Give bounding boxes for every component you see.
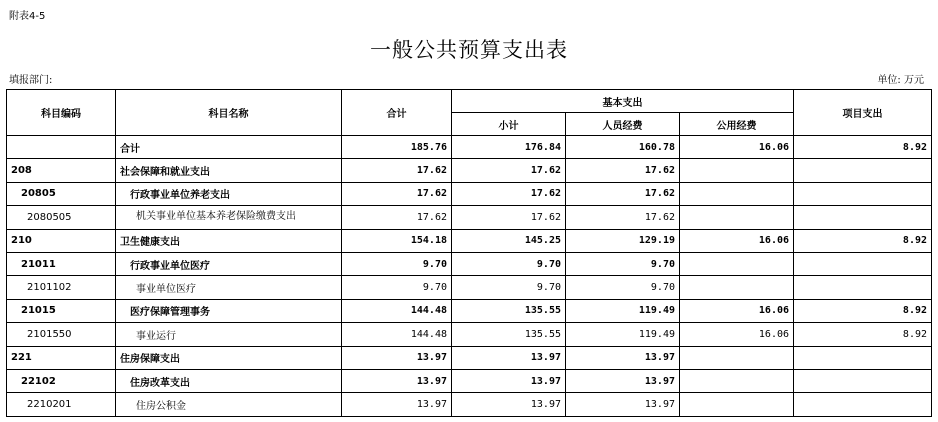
cell-public: 16.06 <box>680 229 794 252</box>
table-row <box>7 299 932 322</box>
cell-public: 16.06 <box>680 136 794 159</box>
cell-public: 16.06 <box>680 299 794 322</box>
cell-project <box>794 182 932 205</box>
page-title: 一般公共预算支出表 <box>370 38 568 62</box>
cell-code: 208 <box>7 159 116 182</box>
cell-code: 221 <box>7 346 116 369</box>
cell-name: 住房保障支出 <box>116 346 342 369</box>
cell-public <box>680 206 794 229</box>
cell-total: 17.62 <box>342 206 452 229</box>
attachment-number: 附表4-5 <box>9 11 46 22</box>
cell-project <box>794 252 932 275</box>
cell-code: 22102 <box>7 369 116 392</box>
cell-subtotal: 9.70 <box>452 276 566 299</box>
cell-subtotal: 176.84 <box>452 136 566 159</box>
cell-code: 20805 <box>7 182 116 205</box>
cell-name: 机关事业单位基本养老保险缴费支出 <box>116 206 342 229</box>
cell-public <box>680 276 794 299</box>
table-row <box>7 182 932 205</box>
cell-code: 21015 <box>7 299 116 322</box>
cell-personnel: 119.49 <box>566 299 680 322</box>
cell-total: 144.48 <box>342 323 452 346</box>
cell-name: 卫生健康支出 <box>116 229 342 252</box>
cell-total: 9.70 <box>342 252 452 275</box>
cell-total: 9.70 <box>342 276 452 299</box>
table-row <box>7 323 932 346</box>
cell-total: 144.48 <box>342 299 452 322</box>
table-row <box>7 159 932 182</box>
cell-personnel: 129.19 <box>566 229 680 252</box>
table-row <box>7 369 932 392</box>
cell-subtotal: 135.55 <box>452 323 566 346</box>
cell-public <box>680 159 794 182</box>
cell-personnel: 160.78 <box>566 136 680 159</box>
cell-subtotal: 9.70 <box>452 252 566 275</box>
cell-personnel: 13.97 <box>566 346 680 369</box>
cell-subtotal: 17.62 <box>452 206 566 229</box>
cell-personnel: 9.70 <box>566 252 680 275</box>
cell-project <box>794 276 932 299</box>
cell-code: 2101102 <box>7 276 116 299</box>
table-row <box>7 206 932 229</box>
cell-public <box>680 393 794 416</box>
cell-subtotal: 13.97 <box>452 346 566 369</box>
table-row <box>7 393 932 416</box>
cell-personnel: 9.70 <box>566 276 680 299</box>
table-row <box>7 346 932 369</box>
cell-name: 医疗保障管理事务 <box>116 299 342 322</box>
cell-name: 事业单位医疗 <box>116 276 342 299</box>
budget-table <box>6 89 932 417</box>
table-row <box>7 276 932 299</box>
cell-project: 8.92 <box>794 299 932 322</box>
cell-project: 8.92 <box>794 136 932 159</box>
cell-code: 2080505 <box>7 206 116 229</box>
cell-personnel: 119.49 <box>566 323 680 346</box>
cell-code: 21011 <box>7 252 116 275</box>
cell-subtotal: 145.25 <box>452 229 566 252</box>
header-public: 公用经费 <box>680 113 794 136</box>
cell-name: 住房公积金 <box>116 393 342 416</box>
cell-project <box>794 393 932 416</box>
header-basic-expenditure: 基本支出 <box>452 90 794 113</box>
cell-personnel: 13.97 <box>566 393 680 416</box>
header-code: 科目编码 <box>7 90 116 136</box>
cell-personnel: 17.62 <box>566 159 680 182</box>
cell-personnel: 13.97 <box>566 369 680 392</box>
cell-total: 13.97 <box>342 346 452 369</box>
cell-code: 2210201 <box>7 393 116 416</box>
header-name: 科目名称 <box>116 90 342 136</box>
cell-public: 16.06 <box>680 323 794 346</box>
cell-name: 合计 <box>116 136 342 159</box>
cell-public <box>680 369 794 392</box>
cell-subtotal: 13.97 <box>452 369 566 392</box>
cell-name: 住房改革支出 <box>116 369 342 392</box>
cell-name: 行政事业单位医疗 <box>116 252 342 275</box>
table-row <box>7 136 932 159</box>
header-project-expenditure: 项目支出 <box>794 90 932 136</box>
cell-project <box>794 159 932 182</box>
cell-name: 社会保障和就业支出 <box>116 159 342 182</box>
cell-name: 事业运行 <box>116 323 342 346</box>
cell-project <box>794 206 932 229</box>
cell-total: 17.62 <box>342 182 452 205</box>
header-subtotal: 小计 <box>452 113 566 136</box>
fill-department-label: 填报部门: <box>9 75 53 86</box>
header-personnel: 人员经费 <box>566 113 680 136</box>
cell-code: 210 <box>7 229 116 252</box>
cell-name: 行政事业单位养老支出 <box>116 182 342 205</box>
cell-public <box>680 252 794 275</box>
cell-project: 8.92 <box>794 323 932 346</box>
cell-code <box>7 136 116 159</box>
table-row <box>7 229 932 252</box>
cell-project <box>794 369 932 392</box>
cell-subtotal: 135.55 <box>452 299 566 322</box>
cell-code: 2101550 <box>7 323 116 346</box>
cell-public <box>680 346 794 369</box>
cell-subtotal: 13.97 <box>452 393 566 416</box>
cell-subtotal: 17.62 <box>452 159 566 182</box>
cell-total: 154.18 <box>342 229 452 252</box>
cell-subtotal: 17.62 <box>452 182 566 205</box>
cell-public <box>680 182 794 205</box>
table-row <box>7 252 932 275</box>
cell-total: 13.97 <box>342 369 452 392</box>
header-total: 合计 <box>342 90 452 136</box>
cell-personnel: 17.62 <box>566 182 680 205</box>
cell-total: 185.76 <box>342 136 452 159</box>
cell-project: 8.92 <box>794 229 932 252</box>
cell-total: 13.97 <box>342 393 452 416</box>
cell-personnel: 17.62 <box>566 206 680 229</box>
cell-total: 17.62 <box>342 159 452 182</box>
cell-project <box>794 346 932 369</box>
unit-label: 单位: 万元 <box>877 75 924 86</box>
